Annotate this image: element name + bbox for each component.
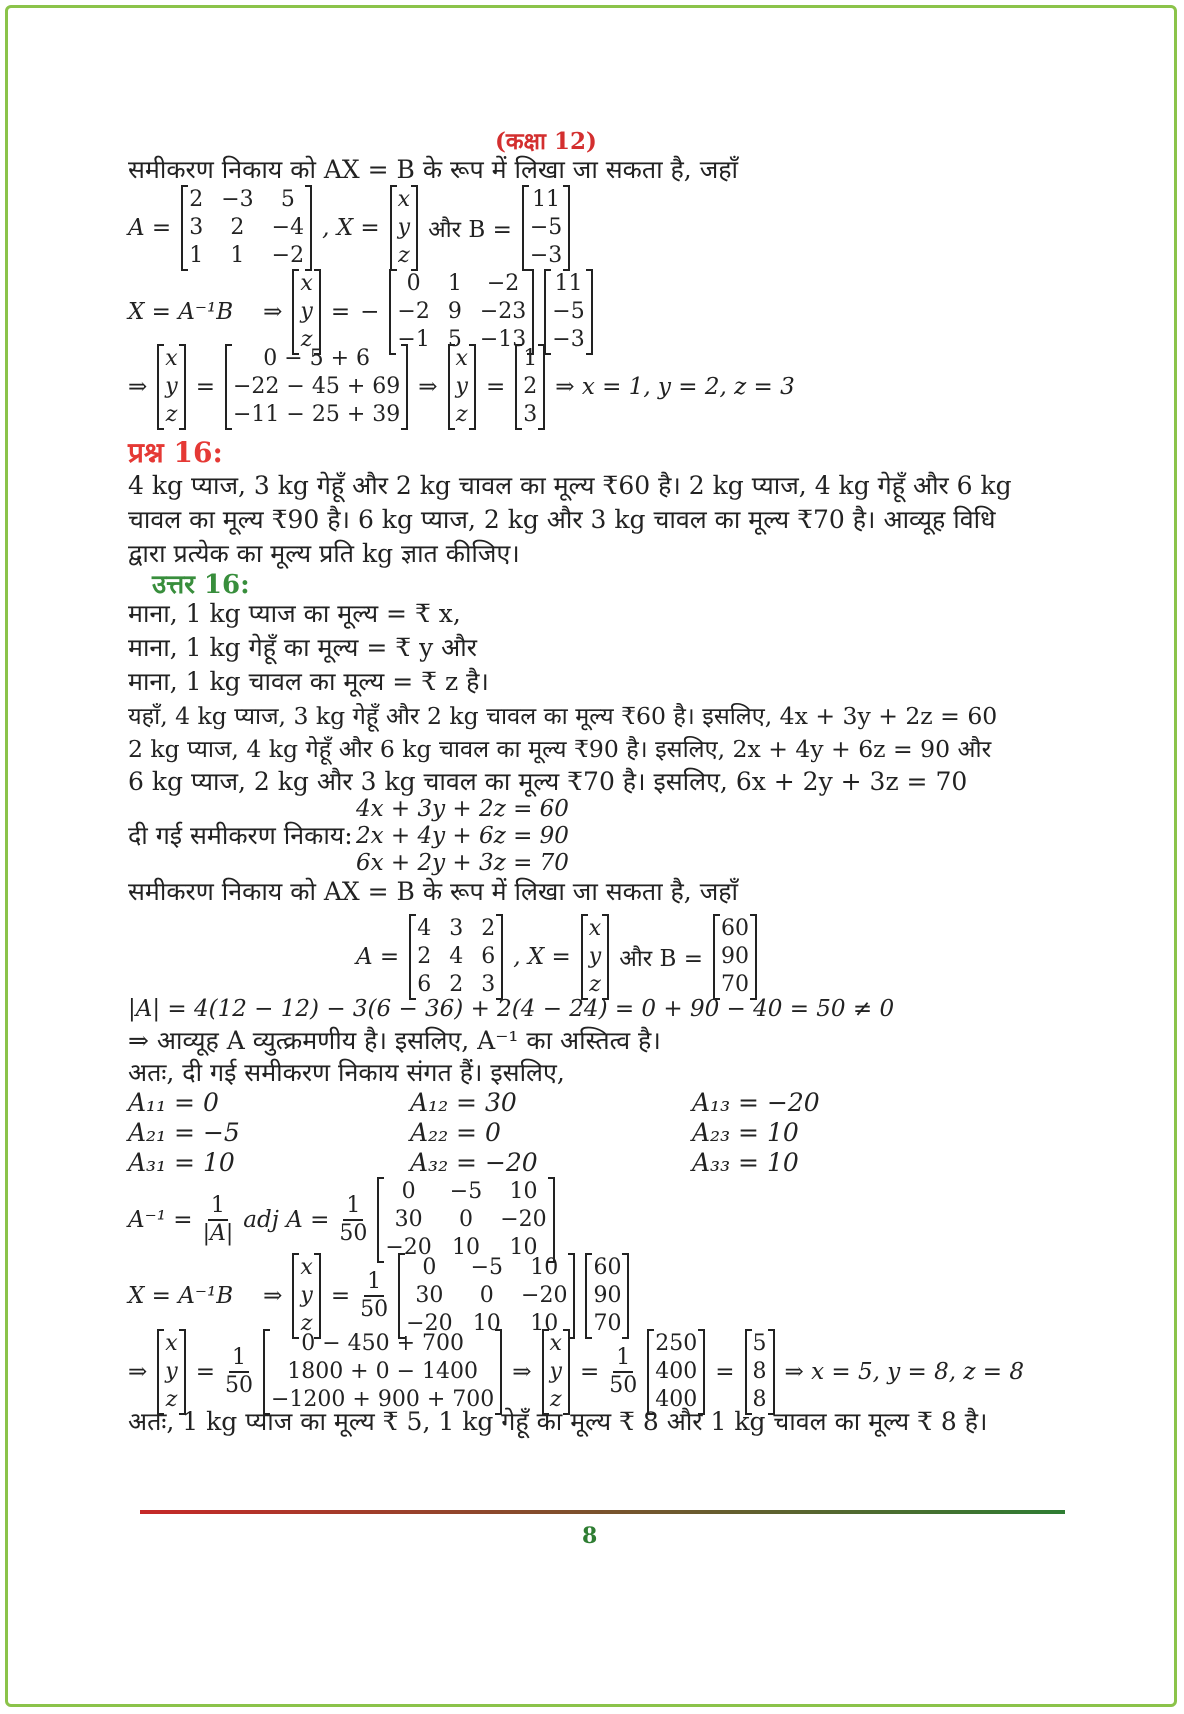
denominator: |A| — [202, 1221, 234, 1246]
cell: 0 — [406, 271, 421, 296]
implies: ⇒ — [263, 299, 283, 325]
equals: = — [195, 374, 215, 400]
cell: −13 — [479, 327, 527, 352]
cell: 6 — [417, 972, 432, 997]
invertible-line: ⇒ आव्यूह A व्युत्क्रमणीय है। इसलिए, A⁻¹ का अस्तित्व है। — [128, 1026, 661, 1055]
cell: −20 — [385, 1235, 432, 1260]
cell: 0 — [479, 1283, 494, 1308]
footer-divider — [140, 1510, 1065, 1514]
cell: 8 — [752, 1387, 767, 1412]
answer-line: 2 kg प्याज, 4 kg गेहूँ और 6 kg चावल का मूल्य ₹90 है। इसलिए, 2x + 4y + 6z = 90 और — [128, 735, 992, 763]
cell: 2 — [189, 187, 204, 212]
result-text: ⇒ x = 5, y = 8, z = 8 — [784, 1359, 1025, 1385]
equals: = — [579, 1359, 600, 1385]
matrix-intro: समीकरण निकाय को AX = B के रूप में लिखा जा सकता है, जहाँ — [128, 877, 739, 906]
fraction — [360, 1269, 388, 1323]
cell: −3 — [221, 187, 254, 212]
cell: 8 — [752, 1359, 767, 1384]
cell: −3 — [529, 243, 563, 268]
cell: y — [300, 299, 313, 324]
result-text: ⇒ x = 1, y = 2, z = 3 — [555, 374, 795, 400]
cell: −4 — [271, 215, 305, 240]
matrix-adj — [398, 1254, 575, 1338]
matrix-b — [522, 186, 570, 270]
cell: 90 — [593, 1283, 622, 1308]
cell: 10 — [452, 1235, 481, 1260]
cell: −1200 + 900 + 700 — [271, 1387, 495, 1412]
implies: ⇒ — [418, 374, 438, 400]
cell: z — [589, 972, 601, 997]
cell: 1 — [189, 243, 204, 268]
matrix-x — [157, 345, 185, 429]
implies: ⇒ — [263, 1283, 283, 1309]
cofactor: A₂₂ = 0 — [410, 1118, 501, 1147]
cell: −5 — [552, 299, 585, 324]
answer-line: माना, 1 kg चावल का मूल्य = ₹ z है। — [128, 667, 489, 696]
cell: 3 — [523, 402, 538, 427]
denominator: 50 — [225, 1373, 253, 1398]
cell: 0 − 450 + 700 — [301, 1331, 465, 1356]
numerator: 1 — [613, 1345, 633, 1373]
cell: z — [398, 243, 410, 268]
equation: 6x + 2y + 3z = 70 — [356, 850, 569, 876]
cell: −5 — [529, 215, 563, 240]
cell: −20 — [521, 1283, 568, 1308]
system-label: दी गई समीकरण निकाय: — [128, 821, 353, 850]
cofactor: A₂₁ = −5 — [128, 1118, 240, 1147]
cell: 1 — [523, 346, 538, 371]
denominator: 50 — [609, 1373, 638, 1398]
cell: 250 — [655, 1331, 698, 1356]
cell: 400 — [655, 1359, 698, 1384]
cell: z — [549, 1387, 562, 1412]
x-label: , X = — [513, 944, 571, 970]
solve-row — [128, 1254, 629, 1338]
cell: 0 — [459, 1207, 474, 1232]
answer-line: माना, 1 kg गेहूँ का मूल्य = ₹ y और — [128, 633, 477, 662]
answer-line: यहाँ, 4 kg प्याज, 3 kg गेहूँ और 2 kg चावल का मूल्य ₹60 है। इसलिए, 4x + 3y + 2z = 60 — [128, 702, 998, 730]
cell: x — [165, 1331, 178, 1356]
cell: 2 — [230, 215, 245, 240]
x-label: , X = — [322, 215, 380, 241]
part1-result-row — [128, 345, 795, 429]
inverse-row — [128, 1178, 555, 1262]
cell: 3 — [481, 972, 496, 997]
cell: y — [165, 374, 178, 399]
cell: 11 — [532, 187, 561, 212]
cell: z — [165, 402, 178, 427]
cell: 0 − 5 + 6 — [263, 346, 371, 371]
cell: 5 — [447, 327, 462, 352]
cell: −2 — [486, 271, 520, 296]
cell: 70 — [720, 972, 749, 997]
b-label: और B = — [428, 217, 512, 243]
cell: y — [397, 215, 411, 240]
cell: −2 — [271, 243, 305, 268]
cell: −2 — [397, 299, 430, 324]
cell: 1 — [230, 243, 245, 268]
fraction — [225, 1345, 253, 1399]
inverse-label: A⁻¹ = — [128, 1207, 193, 1233]
cell: 60 — [593, 1255, 622, 1280]
cell: 1800 + 0 − 1400 — [287, 1359, 479, 1384]
matrix-result — [515, 345, 545, 429]
matrix-x — [157, 1330, 185, 1414]
answer-matrices-row — [356, 915, 757, 999]
implies: ⇒ — [128, 374, 148, 400]
cell: 9 — [447, 299, 462, 324]
cell: 4 — [417, 916, 432, 941]
matrix-x — [390, 186, 418, 270]
cell: y — [549, 1359, 562, 1384]
question-line: चावल का मूल्य ₹90 है। 6 kg प्याज, 2 kg और 3 kg चावल का मूल्य ₹70 है। आव्यूह विधि — [128, 505, 996, 534]
equals: = — [330, 299, 351, 325]
cell: 10 — [530, 1255, 559, 1280]
cell: −5 — [470, 1255, 504, 1280]
matrix-product — [225, 345, 408, 429]
cell: −23 — [479, 299, 527, 324]
cell: −5 — [449, 1179, 483, 1204]
equation: 4x + 3y + 2z = 60 — [356, 796, 569, 822]
b-label: और B = — [619, 946, 703, 972]
matrix-x — [581, 915, 609, 999]
cell: 90 — [720, 944, 749, 969]
cell: z — [300, 327, 313, 352]
cell: 11 — [554, 271, 583, 296]
cell: x — [300, 271, 313, 296]
a-label: A = — [128, 215, 172, 241]
matrix-x — [292, 270, 320, 354]
cell: 1 — [447, 271, 462, 296]
solve-label: X = A⁻¹B — [128, 1283, 234, 1309]
cell: 3 — [449, 916, 464, 941]
cofactor: A₁₃ = −20 — [692, 1088, 820, 1117]
cell: 2 — [523, 374, 538, 399]
consistent-line: अतः, दी गई समीकरण निकाय संगत हैं। इसलिए, — [128, 1058, 565, 1087]
cell: x — [549, 1331, 562, 1356]
cell: 3 — [189, 215, 204, 240]
cell: y — [300, 1283, 313, 1308]
cofactor: A₂₃ = 10 — [692, 1118, 799, 1147]
cell: 10 — [509, 1235, 538, 1260]
determinant-line: |A| = 4(12 − 12) − 3(6 − 36) + 2(4 − 24) = 0 + 90 − 40 = 50 ≠ 0 — [128, 996, 895, 1022]
equals: = — [485, 374, 506, 400]
cofactor: A₁₂ = 30 — [410, 1088, 517, 1117]
cell: x — [397, 187, 411, 212]
cell: x — [300, 1255, 313, 1280]
matrix-b — [585, 1254, 629, 1338]
question-line: द्वारा प्रत्येक का मूल्य प्रति kg ज्ञात कीजिए। — [128, 539, 520, 568]
matrix-adj — [377, 1178, 554, 1262]
cell: y — [588, 944, 602, 969]
cell: 10 — [509, 1179, 538, 1204]
cell: 30 — [415, 1283, 444, 1308]
numerator: 1 — [208, 1193, 228, 1221]
fraction — [203, 1193, 234, 1247]
final-compute-row — [128, 1330, 1024, 1414]
cell: −20 — [406, 1311, 453, 1336]
question-heading: प्रश्न 16: — [128, 436, 223, 469]
matrix-a — [181, 186, 312, 270]
part1-solve-row — [128, 270, 593, 354]
matrix-mid — [647, 1330, 705, 1414]
cell: 4 — [449, 944, 464, 969]
cell: 6 — [481, 944, 496, 969]
cell: z — [300, 1311, 313, 1336]
cell: 0 — [422, 1255, 437, 1280]
cell: 2 — [417, 944, 432, 969]
matrix-a — [409, 915, 503, 999]
class-title: (कक्षा 12) — [495, 128, 597, 155]
matrix-product — [263, 1330, 502, 1414]
matrix-adj — [389, 270, 534, 354]
implies: ⇒ — [512, 1359, 532, 1385]
cell: 10 — [472, 1311, 501, 1336]
cofactor: A₃₂ = −20 — [410, 1148, 538, 1177]
cell: z — [455, 402, 468, 427]
cell: 10 — [530, 1311, 559, 1336]
implies: ⇒ — [128, 1359, 148, 1385]
solve-label: X = A⁻¹B — [128, 299, 234, 325]
cofactor: A₃₁ = 10 — [128, 1148, 235, 1177]
cofactor: A₃₃ = 10 — [692, 1148, 799, 1177]
page-number: 8 — [582, 1523, 598, 1549]
numerator: 1 — [343, 1193, 363, 1221]
cell: x — [165, 346, 178, 371]
matrix-b — [713, 915, 757, 999]
part1-intro: समीकरण निकाय को AX = B के रूप में लिखा जा सकता है, जहाँ — [128, 155, 739, 184]
cell: 70 — [593, 1311, 622, 1336]
cell: 2 — [449, 972, 464, 997]
answer-line: 6 kg प्याज, 2 kg और 3 kg चावल का मूल्य ₹70 है। इसलिए, 6x + 2y + 3z = 70 — [128, 767, 968, 796]
cell: y — [165, 1359, 178, 1384]
cell: −1 — [397, 327, 430, 352]
cell: 2 — [481, 916, 496, 941]
question-line: 4 kg प्याज, 3 kg गेहूँ और 2 kg चावल का मूल्य ₹60 है। 2 kg प्याज, 4 kg गेहूँ और 6 kg — [128, 471, 1012, 500]
minus: − — [360, 299, 380, 325]
final-answer-line: अतः, 1 kg प्याज का मूल्य ₹ 5, 1 kg गेहूँ का मूल्य ₹ 8 और 1 kg चावल का मूल्य ₹ 8 है। — [128, 1407, 988, 1436]
system-equations — [356, 796, 569, 877]
matrix-x — [292, 1254, 320, 1338]
cell: −22 − 45 + 69 — [233, 374, 401, 399]
cofactor: A₁₁ = 0 — [128, 1088, 219, 1117]
adj-label: adj A = — [243, 1207, 330, 1233]
cell: x — [455, 346, 468, 371]
cell: 400 — [655, 1387, 698, 1412]
part1-matrices-row — [128, 186, 570, 270]
cell: 5 — [752, 1331, 767, 1356]
cell: 60 — [720, 916, 749, 941]
matrix-x — [448, 345, 476, 429]
numerator: 1 — [364, 1269, 384, 1297]
equals: = — [195, 1359, 215, 1385]
cell: z — [165, 1387, 178, 1412]
cell: y — [455, 374, 468, 399]
equation: 2x + 4y + 6z = 90 — [356, 823, 569, 849]
denominator: 50 — [339, 1221, 368, 1246]
numerator: 1 — [229, 1345, 249, 1373]
equals: = — [715, 1359, 735, 1385]
fraction — [339, 1193, 367, 1247]
cell: −11 − 25 + 39 — [233, 402, 401, 427]
cell: 5 — [280, 187, 295, 212]
answer-heading: उत्तर 16: — [152, 570, 250, 600]
matrix-b — [544, 270, 592, 354]
fraction — [609, 1345, 637, 1399]
cell: x — [588, 916, 602, 941]
equals: = — [330, 1283, 351, 1309]
cell: −20 — [500, 1207, 547, 1232]
a-label: A = — [356, 944, 400, 970]
denominator: 50 — [360, 1297, 389, 1322]
matrix-result — [745, 1330, 775, 1414]
cell: 30 — [394, 1207, 423, 1232]
cell: −3 — [552, 327, 585, 352]
answer-line: माना, 1 kg प्याज का मूल्य = ₹ x, — [128, 599, 461, 628]
cell: 0 — [401, 1179, 416, 1204]
matrix-x — [542, 1330, 570, 1414]
